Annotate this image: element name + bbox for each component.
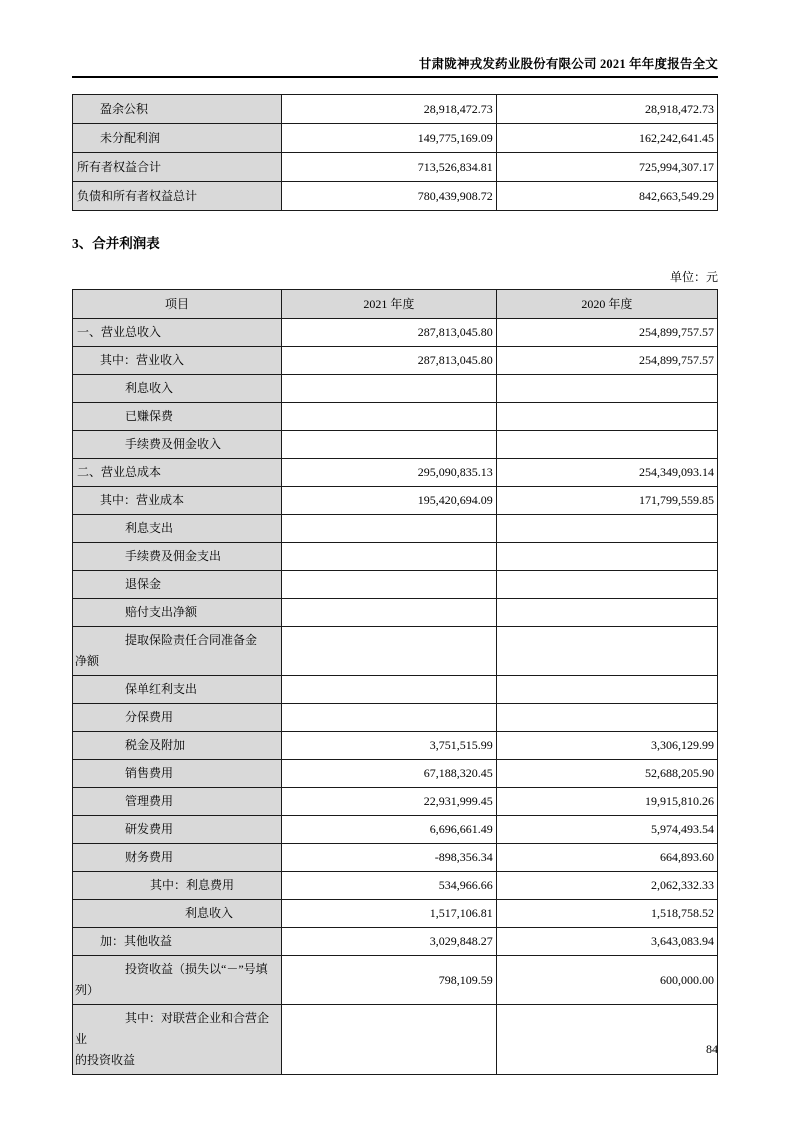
row-label-cell: 分保费用 bbox=[73, 704, 282, 732]
row-label-cell: 其中：营业收入 bbox=[73, 347, 282, 375]
table-row bbox=[73, 431, 718, 459]
table-row bbox=[73, 182, 718, 211]
column-header-2020: 2020 年度 bbox=[496, 290, 717, 319]
table-row bbox=[73, 844, 718, 872]
value-2020-cell: 254,349,093.14 bbox=[496, 459, 717, 487]
value-2021-cell bbox=[281, 515, 496, 543]
row-label-cell: 利息收入 bbox=[73, 900, 282, 928]
row-label-cell: 其中：营业成本 bbox=[73, 487, 282, 515]
value-2020-cell: 600,000.00 bbox=[496, 956, 717, 1005]
row-label-cell: 已赚保费 bbox=[73, 403, 282, 431]
value-2021-cell: 3,029,848.27 bbox=[281, 928, 496, 956]
table-row bbox=[73, 956, 718, 1005]
value-2020-cell: 2,062,332.33 bbox=[496, 872, 717, 900]
row-label-cell: 投资收益（损失以“－”号填 列） bbox=[73, 956, 282, 1005]
table-row bbox=[73, 704, 718, 732]
value-2021-cell bbox=[281, 1005, 496, 1075]
value-2021-cell: 22,931,999.45 bbox=[281, 788, 496, 816]
value-2020-cell: 171,799,559.85 bbox=[496, 487, 717, 515]
income-statement-table bbox=[72, 289, 718, 1075]
value-2021-cell: 287,813,045.80 bbox=[281, 347, 496, 375]
value-2021-cell bbox=[281, 704, 496, 732]
value-2020-cell: 3,306,129.99 bbox=[496, 732, 717, 760]
value-2021-cell: 3,751,515.99 bbox=[281, 732, 496, 760]
value-2021-cell: -898,356.34 bbox=[281, 844, 496, 872]
value-2020-cell bbox=[496, 1005, 717, 1075]
value-2021-cell: 534,966.66 bbox=[281, 872, 496, 900]
row-label-cell: 保单红利支出 bbox=[73, 676, 282, 704]
column-header-item: 项目 bbox=[73, 290, 282, 319]
row-label-cell: 研发费用 bbox=[73, 816, 282, 844]
value-2021-cell: 6,696,661.49 bbox=[281, 816, 496, 844]
page-number: 84 bbox=[706, 1042, 718, 1056]
report-header-title: 甘肃陇神戎发药业股份有限公司 2021 年年度报告全文 bbox=[418, 57, 718, 71]
value-2021-cell bbox=[281, 599, 496, 627]
value-2020-cell: 664,893.60 bbox=[496, 844, 717, 872]
table-row bbox=[73, 1005, 718, 1075]
value-2021-cell: 295,090,835.13 bbox=[281, 459, 496, 487]
value-2020-cell: 842,663,549.29 bbox=[496, 182, 717, 211]
value-2020-cell: 254,899,757.57 bbox=[496, 319, 717, 347]
table-row bbox=[73, 319, 718, 347]
table-header-row bbox=[73, 290, 718, 319]
value-2020-cell bbox=[496, 627, 717, 676]
header-rule bbox=[72, 76, 718, 78]
value-2021-cell: 28,918,472.73 bbox=[281, 95, 496, 124]
value-2021-cell: 195,420,694.09 bbox=[281, 487, 496, 515]
value-2020-cell bbox=[496, 704, 717, 732]
table-row bbox=[73, 900, 718, 928]
row-label-cell: 一、营业总收入 bbox=[73, 319, 282, 347]
value-2020-cell: 254,899,757.57 bbox=[496, 347, 717, 375]
value-2020-cell: 52,688,205.90 bbox=[496, 760, 717, 788]
value-2021-cell bbox=[281, 375, 496, 403]
value-2021-cell: 67,188,320.45 bbox=[281, 760, 496, 788]
table-row bbox=[73, 760, 718, 788]
row-label-cell: 未分配利润 bbox=[73, 124, 282, 153]
row-label-cell: 赔付支出净额 bbox=[73, 599, 282, 627]
table-row bbox=[73, 487, 718, 515]
value-2021-cell bbox=[281, 676, 496, 704]
value-2021-cell: 287,813,045.80 bbox=[281, 319, 496, 347]
table-row bbox=[73, 872, 718, 900]
row-label-cell: 销售费用 bbox=[73, 760, 282, 788]
table-row bbox=[73, 543, 718, 571]
value-2020-cell bbox=[496, 571, 717, 599]
row-label-cell: 利息收入 bbox=[73, 375, 282, 403]
table-row bbox=[73, 375, 718, 403]
row-label-cell: 二、营业总成本 bbox=[73, 459, 282, 487]
table-row bbox=[73, 571, 718, 599]
table-row bbox=[73, 459, 718, 487]
table-row bbox=[73, 676, 718, 704]
row-label-cell: 其中：利息费用 bbox=[73, 872, 282, 900]
row-label-cell: 利息支出 bbox=[73, 515, 282, 543]
table-row bbox=[73, 515, 718, 543]
table-row bbox=[73, 627, 718, 676]
equity-table bbox=[72, 94, 718, 211]
unit-label: 单位：元 bbox=[669, 270, 718, 284]
table-row bbox=[73, 599, 718, 627]
value-2021-cell: 713,526,834.81 bbox=[281, 153, 496, 182]
value-2021-cell: 798,109.59 bbox=[281, 956, 496, 1005]
row-label-cell: 手续费及佣金支出 bbox=[73, 543, 282, 571]
row-label-cell: 其中：对联营企业和合营企业 的投资收益 bbox=[73, 1005, 282, 1075]
table-row bbox=[73, 816, 718, 844]
row-label-cell: 所有者权益合计 bbox=[73, 153, 282, 182]
row-label-cell: 税金及附加 bbox=[73, 732, 282, 760]
value-2020-cell: 5,974,493.54 bbox=[496, 816, 717, 844]
value-2021-cell: 1,517,106.81 bbox=[281, 900, 496, 928]
value-2020-cell: 3,643,083.94 bbox=[496, 928, 717, 956]
row-label-cell: 退保金 bbox=[73, 571, 282, 599]
table-row bbox=[73, 153, 718, 182]
row-label-cell: 盈余公积 bbox=[73, 95, 282, 124]
value-2021-cell bbox=[281, 571, 496, 599]
value-2020-cell bbox=[496, 676, 717, 704]
value-2020-cell bbox=[496, 515, 717, 543]
value-2020-cell: 725,994,307.17 bbox=[496, 153, 717, 182]
table-row bbox=[73, 788, 718, 816]
row-label-cell: 手续费及佣金收入 bbox=[73, 431, 282, 459]
table-row bbox=[73, 95, 718, 124]
value-2021-cell: 780,439,908.72 bbox=[281, 182, 496, 211]
table-row bbox=[73, 403, 718, 431]
row-label-cell: 负债和所有者权益总计 bbox=[73, 182, 282, 211]
value-2021-cell bbox=[281, 431, 496, 459]
value-2020-cell bbox=[496, 543, 717, 571]
value-2021-cell bbox=[281, 543, 496, 571]
value-2020-cell: 1,518,758.52 bbox=[496, 900, 717, 928]
value-2020-cell bbox=[496, 599, 717, 627]
row-label-cell: 财务费用 bbox=[73, 844, 282, 872]
table-row bbox=[73, 347, 718, 375]
section-title: 3、合并利润表 bbox=[72, 236, 160, 251]
value-2020-cell bbox=[496, 375, 717, 403]
table-row bbox=[73, 124, 718, 153]
row-label-cell: 管理费用 bbox=[73, 788, 282, 816]
row-label-cell: 加：其他收益 bbox=[73, 928, 282, 956]
value-2020-cell: 19,915,810.26 bbox=[496, 788, 717, 816]
column-header-2021: 2021 年度 bbox=[281, 290, 496, 319]
table-row bbox=[73, 928, 718, 956]
value-2020-cell: 162,242,641.45 bbox=[496, 124, 717, 153]
value-2021-cell: 149,775,169.09 bbox=[281, 124, 496, 153]
value-2020-cell: 28,918,472.73 bbox=[496, 95, 717, 124]
value-2021-cell bbox=[281, 403, 496, 431]
table-row bbox=[73, 732, 718, 760]
row-label-cell: 提取保险责任合同准备金 净额 bbox=[73, 627, 282, 676]
value-2021-cell bbox=[281, 627, 496, 676]
value-2020-cell bbox=[496, 403, 717, 431]
value-2020-cell bbox=[496, 431, 717, 459]
